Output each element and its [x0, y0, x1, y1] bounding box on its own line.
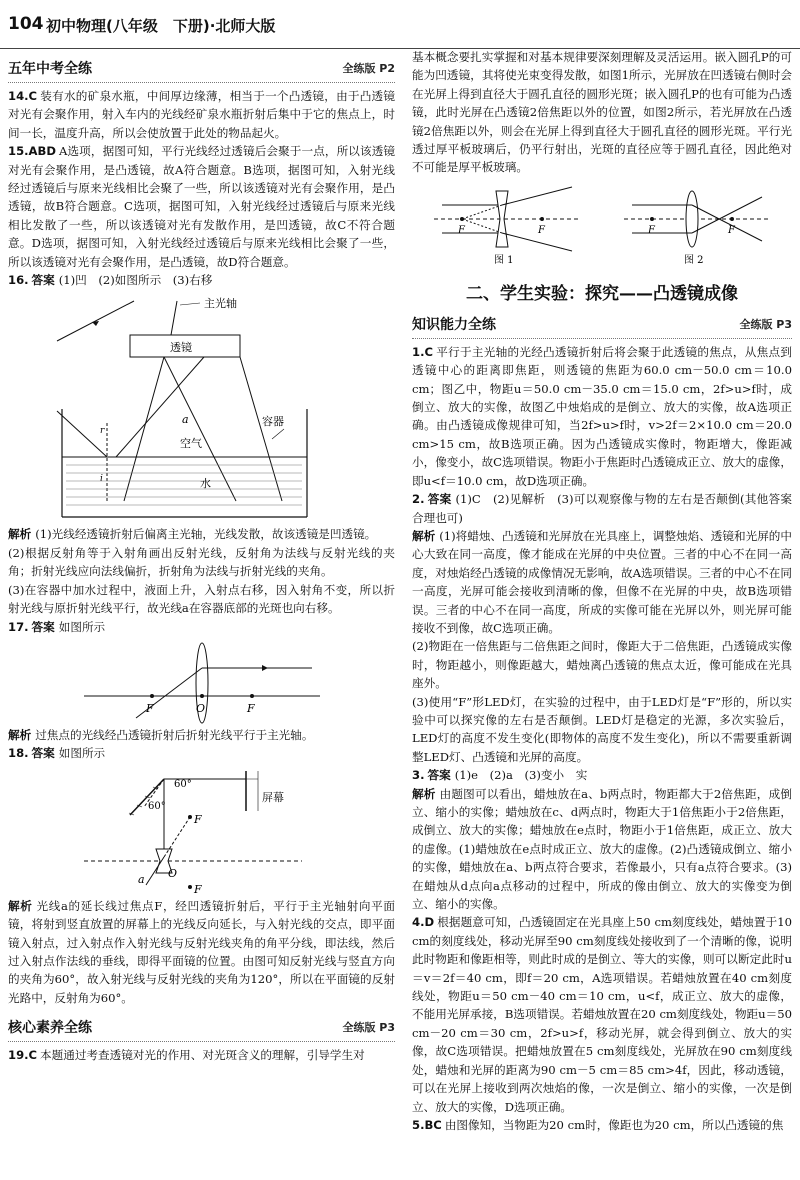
svg-text:i: i	[99, 474, 103, 485]
section-title: 五年中考全练	[8, 61, 92, 77]
question-3: 3. 答案 (1)e (2)a (3)变小 实	[412, 768, 588, 783]
figure-19-2	[622, 181, 772, 267]
svg-text:60°: 60°	[173, 778, 192, 790]
analysis-16-p2: (2)根据反射角等于入射角画出反射光线，反射角为法线与反射光线的夹角；折射光线应向法线偏折，折射角为法线与折射光线的夹角。	[8, 545, 395, 579]
question-16: 16. 答案 (1)凹 (2)如图所示 (3)右移	[8, 273, 213, 288]
svg-text:a: a	[137, 872, 145, 886]
section-title: 核心素养全练	[8, 1020, 92, 1037]
svg-text:r: r	[99, 426, 104, 437]
figure-19-row	[412, 181, 792, 267]
svg-text:F: F	[538, 224, 545, 236]
svg-text:容器: 容器	[261, 415, 284, 429]
figure-16	[52, 291, 352, 523]
right-column	[412, 48, 792, 1173]
analysis-16-p3: (3)在容器中加水过程中，液面上升，入射点右移，因入射角不变，所以折射光线与原折射光线平行，故光线a在容器底部的光斑也向右移。	[8, 582, 395, 616]
analysis-18: 解析 光线a的延长线过焦点F，经凹透镜折射后，平行于主光轴射向平面镜，将射到竖直放置的屏幕上的光线反向延长，与入射光线的交点，即平面镜入射点，过入射点作入射光线与反射光线夹角的角平分线，即法线，然后过入射点作法线的垂线，即得平面镜的位置。由图可知反射光线与竖直方向的夹角为60°，故入射光线与反射光线的夹角为120°，所以在平面镜的反射光路中，反射角为60°。	[8, 898, 395, 1005]
page-number: 104	[8, 14, 44, 34]
question-19: 19.C 本题通过考查透镜对光的作用、对光斑含义的理解，引导学生对	[8, 1048, 365, 1063]
analysis-2: 解析 (1)将蜡烛、凸透镜和光屏放在光具座上，调整烛焰、透镜和光屏的中心大致在同一高度，像才能成在光屏的中央位置。三者的中心不在同一高度，对烛焰经凸透镜的成像情况无影响，故A选项错误。三者的中心不在同一高度，光屏可能会接收到清晰的像，但像不在光屏的中央，故B选项错误。三者的中心不在同一高度，所成的实像可能在光屏以外，则光屏可能接收不到像，故C选项正确。	[412, 528, 792, 635]
figure-17	[82, 638, 322, 724]
svg-text:图 1: 图 1	[494, 254, 514, 266]
section-ref: 全练版 P3	[739, 317, 792, 331]
svg-text:水: 水	[199, 477, 211, 491]
svg-text:F: F	[728, 224, 735, 236]
question-19-cont: 基本概念要扎实掌握和对基本规律要深刻理解及灵活运用。嵌入圆孔P的可能为凹透镜，其将使光束变得发散，如图1所示，光屏放在凹透镜右侧时会在光屏上得到直径大于圆孔直径的圆形光斑；嵌入圆孔P的也有可能为凸透镜，此时光屏在凸透镜2倍焦距以外的位置，如图2所示，若光屏放在凸透镜2倍焦距以外，则会在光屏上得到直径大于圆孔直径的圆形光斑。平行光透过厚平板玻璃后，仍平行射出，光斑的直径应等于圆孔直径，因此绝对不可能是厚平板玻璃。	[412, 50, 792, 175]
section-header	[412, 310, 792, 339]
svg-text:透镜: 透镜	[169, 341, 192, 355]
question-4: 4.D 根据题意可知，凸透镜固定在光具座上50 cm刻度线处，蜡烛置于10 cm的刻度线处，移动光屏至90 cm刻度线处接收到了一个清晰的像，说明此时物距和像距相等，则此时成的是倒立、等大的实像，则可以断定此时u＝v＝2f＝40 cm，即f＝20 cm，A选项错误。若蜡烛放置在40 cm刻度线处，物距u＝50 cm－40 cm＝10 cm，u<f，成正立、放大的虚像，不能用光屏承接，B选项错误。若蜡烛放置在20 cm刻度线处，物距u＝50 cm－20 cm＝30 cm，2f>u>f，移动光屏，就会得到倒立、放大的实像，故C选项错误。把蜡烛放置在5 cm刻度线处，光屏放在90 cm刻度线处，蜡烛和光屏的距离为90 cm－5 cm＝85 cm>4f，因此，移动透镜，可以在光屏上接收到两次烛焰的像，一次是倒立、缩小的实像，一次是倒立、放大的实像，D选项正确。	[412, 915, 792, 1114]
question-1: 1.C 平行于主光轴的光经凸透镜折射后将会聚于此透镜的焦点，从焦点到透镜中心的距离即焦距，则透镜的焦距为60.0 cm－50.0 cm＝10.0 cm；图乙中，物距u＝50.0 cm－35.0 cm＝15.0 cm，2f>u>f时，成倒立、放大的实像，故图乙中烛焰成的是倒立、放大的实像，故A选项正确。由凸透镜成像规律可知，当2f>u>f时，v>2f＝2×10.0 cm＝20.0 cm>15 cm，故B选项正确。因为凸透镜成实像时，物距增大，像距减小，像变小，故C选项错误。物距小于焦距时凸透镜成正立、放大的虚像，即u<f＝10.0 cm，故D选项正确。	[412, 344, 792, 488]
page-header	[0, 0, 800, 49]
section-ref: 全练版 P3	[342, 1021, 395, 1035]
section-header	[8, 1013, 395, 1042]
svg-text:图 2: 图 2	[684, 254, 704, 266]
question-14: 14.C 装有水的矿泉水瓶，中间厚边缘薄，相当于一个凸透镜，由于凸透镜对光有会聚作用，射入车内的光线经矿泉水瓶折射后集中于它的焦点上，时间一长，温度升高，所以会使放置于此处的物品起火。	[8, 89, 395, 140]
svg-text:F: F	[458, 224, 465, 236]
analysis-3: 解析 由题图可以看出，蜡烛放在a、b两点时，物距都大于2倍焦距，成倒立、缩小的实像；蜡烛放在c、d两点时，物距大于1倍焦距小于2倍焦距，成倒立、放大的实像；蜡烛放在e点时，物距小于1倍焦距，成正立、放大的虚像。(1)蜡烛放在e点时成正立、放大的虚像。(2)凸透镜成倒立、缩小的实像，蜡烛放在a、b两点符合要求，若像最小，只有a点符合要求。(3)在蜡烛从d点向a点移动的过程中，所成的像由倒立、放大的实像变为倒立、缩小的实像。	[412, 786, 792, 912]
svg-text:60°: 60°	[147, 800, 166, 812]
svg-text:空气: 空气	[179, 437, 202, 451]
svg-text:O: O	[195, 701, 205, 715]
question-5: 5.BC 由图像知，当物距为20 cm时，像距也为20 cm，所以凸透镜的焦	[412, 1117, 784, 1132]
question-15: 15.ABD A选项，据图可知，平行光线经过透镜后会聚于一点，所以该透镜对光有会聚作用，是凸透镜，故A符合题意。B选项，据图可知，入射光线经过透镜后与原来光线相比会聚了一些，所以该透镜对光有会聚作用，是凸透镜，故B符合题意。C选项，据图可知，入射光线经过透镜后与原来光线相比发散了一些，所以该透镜对光有发散作用，是凹透镜，故C不符合题意。D选项，据图可知，入射光线经过透镜后与原来光线相比会聚了一些，所以该透镜对光有会聚作用，是凸透镜，故D符合题意。	[8, 144, 395, 269]
question-18: 18. 答案 如图所示	[8, 746, 106, 761]
question-2: 2. 答案 (1)C (2)见解析 (3)可以观察像与物的左右是否颠倒(其他答案合理也可)	[412, 492, 792, 525]
question-17: 17. 答案 如图所示	[8, 619, 106, 634]
svg-text:F: F	[145, 701, 154, 715]
figure-18	[82, 765, 322, 895]
section-ref: 全练版 P2	[342, 62, 395, 75]
svg-text:a: a	[181, 413, 189, 427]
analysis-2-p2: (2)物距在一倍焦距与二倍焦距之间时，像距大于二倍焦距，凸透镜成实像时，物距越小，则像距越大，蜡烛离凸透镜的焦点太近，像可能成在光具座外。	[412, 639, 792, 691]
figure-19-1	[432, 181, 582, 267]
chapter-title: 二、学生实验：探究——凸透镜成像	[466, 283, 738, 304]
svg-text:O: O	[167, 866, 177, 880]
analysis-2-p3: (3)使用“F”形LED灯，在实验的过程中，由于LED灯是“F”形的，所以实验中可以探究像的左右是否颠倒。LED灯是稳定的光源，多次实验后，LED灯的高度不发生变化(即物体的高度不发生变化)，所以不需要重新调整LED灯、凸透镜和光屏的高度。	[412, 694, 792, 764]
svg-text:主光轴: 主光轴	[203, 297, 237, 311]
book-title: 初中物理(八年级 下册)·北师大版	[46, 17, 276, 35]
svg-text:F: F	[193, 882, 202, 895]
section-header	[8, 54, 395, 83]
svg-text:屏幕: 屏幕	[261, 790, 284, 804]
svg-text:F: F	[193, 812, 202, 826]
analysis-16: 解析 (1)光线经透镜折射后偏离主光轴，光线发散，故该透镜是凹透镜。	[8, 527, 377, 542]
analysis-17: 解析 过焦点的光线经凸透镜折射后折射光线平行于主光轴。	[8, 727, 314, 742]
svg-text:F: F	[246, 701, 255, 715]
left-column	[8, 48, 395, 1173]
section-title: 知识能力全练	[412, 316, 496, 333]
svg-text:F: F	[648, 224, 655, 236]
